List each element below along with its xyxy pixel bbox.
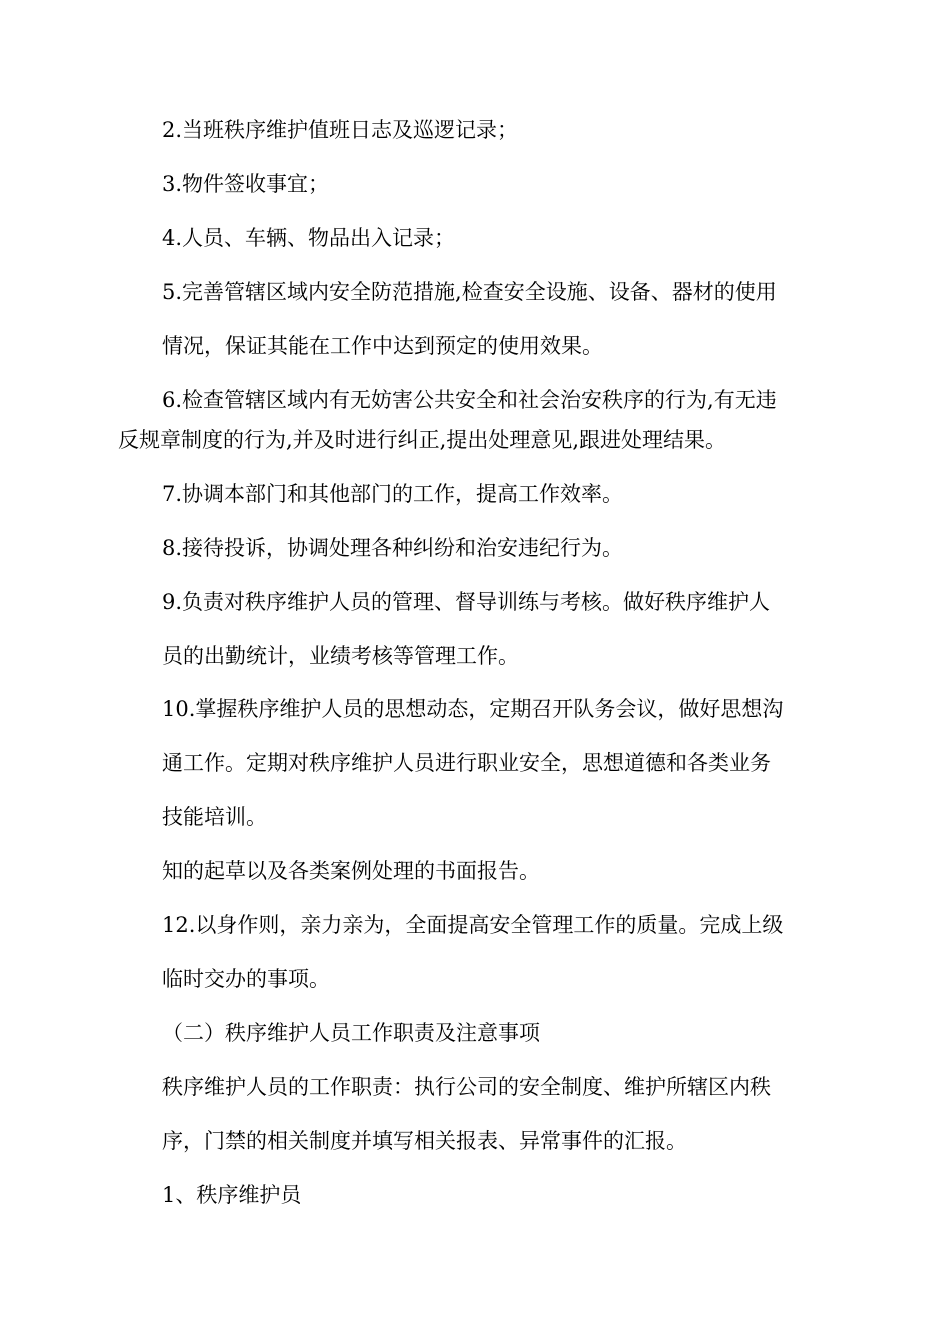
text-line: 情况，保证其能在工作中达到预定的使用效果。 (162, 334, 603, 358)
text-line: 员的出勤统计，业绩考核等管理工作。 (162, 644, 519, 668)
text-line: 4.人员、车辆、物品出入记录； (162, 226, 456, 250)
text-line: 6.检查管辖区域内有无妨害公共安全和社会治安秩序的行为,有无违 (162, 388, 777, 412)
text-line: 秩序维护人员的工作职责：执行公司的安全制度、维护所辖区内秩 (162, 1075, 771, 1099)
text-line: 12.以身作则，亲力亲为，全面提高安全管理工作的质量。完成上级 (162, 913, 784, 937)
text-line: 通工作。定期对秩序维护人员进行职业安全，思想道德和各类业务 (162, 751, 771, 775)
text-line: 9.负责对秩序维护人员的管理、督导训练与考核。做好秩序维护人 (162, 590, 771, 614)
subsection-heading: 1、秩序维护员 (162, 1183, 302, 1207)
text-line: 8.接待投诉，协调处理各种纠纷和治安违纪行为。 (162, 536, 624, 560)
section-heading: （二）秩序维护人员工作职责及注意事项 (162, 1021, 540, 1045)
text-line: 反规章制度的行为,并及时进行纠正,提出处理意见,跟进处理结果。 (118, 428, 727, 452)
text-line: 技能培训。 (162, 805, 267, 829)
text-line: 7.协调本部门和其他部门的工作，提高工作效率。 (162, 482, 624, 506)
text-line: 知的起草以及各类案例处理的书面报告。 (162, 859, 540, 883)
text-line: 序，门禁的相关制度并填写相关报表、异常事件的汇报。 (162, 1129, 687, 1153)
text-line: 10.掌握秩序维护人员的思想动态，定期召开队务会议，做好思想沟 (162, 697, 784, 721)
text-line: 2.当班秩序维护值班日志及巡逻记录； (162, 118, 519, 142)
text-line: 临时交办的事项。 (162, 967, 330, 991)
text-line: 5.完善管辖区域内安全防范措施,检查安全设施、设备、器材的使用 (162, 280, 777, 304)
text-line: 3.物件签收事宜； (162, 172, 330, 196)
